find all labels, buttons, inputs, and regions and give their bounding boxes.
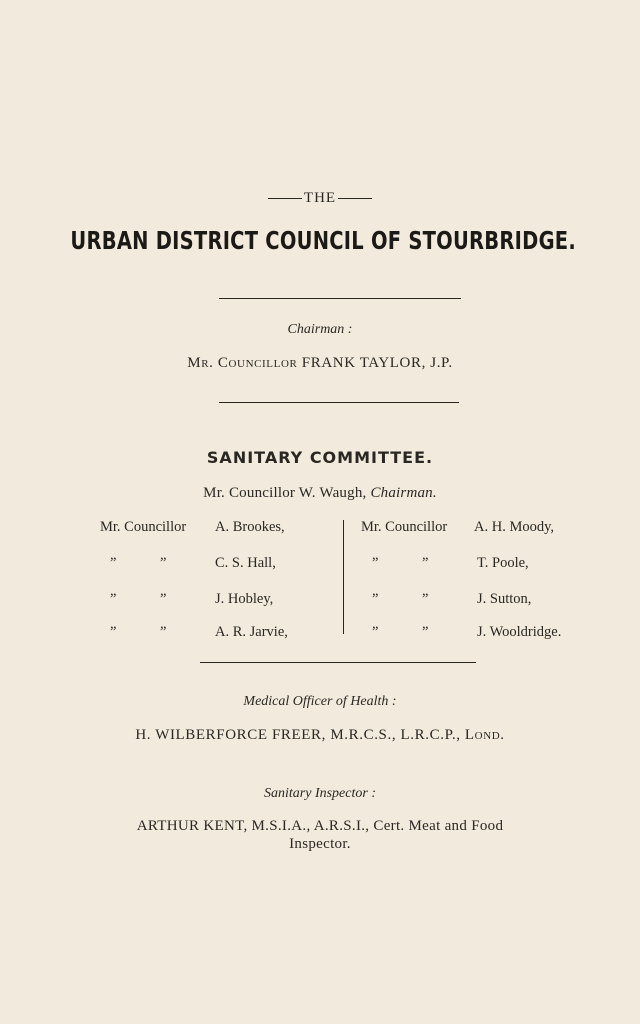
sanitary-inspector-name [0, 817, 640, 853]
committee-chairman [0, 485, 640, 502]
committee-title: SANITARY COMMITTEE. [206, 448, 434, 467]
right-member-3-name: J. Sutton, [477, 591, 532, 607]
medical-officer-fullname: H. WILBERFORCE FREER, M.R.C.S., L.R.C.P., [135, 727, 461, 743]
chairman-label: Chairman : [287, 322, 353, 337]
page-title: URBAN DISTRICT COUNCIL OF STOURBRIDGE. [70, 226, 577, 255]
right-member-4-mark2: ” [422, 624, 429, 640]
right-member-3-mark1: ” [372, 591, 379, 607]
sanitary-inspector-label: Sanitary Inspector : [264, 786, 376, 801]
left-member-2-mark1: ” [110, 555, 117, 571]
committee-chairman-name: Mr. Councillor W. Waugh, [203, 485, 367, 501]
divider-3 [200, 662, 476, 663]
left-member-3-mark2: ” [160, 591, 167, 607]
chairman-prefix: Mr. Councillor [187, 355, 298, 371]
right-member-4-name: J. Wooldridge. [477, 624, 562, 640]
right-member-4-mark1: ” [372, 624, 379, 640]
left-member-1-name: A. Brookes, [215, 519, 285, 535]
left-member-4-mark2: ” [160, 624, 167, 640]
right-member-1-name: A. H. Moody, [474, 519, 555, 535]
divider-1 [219, 298, 461, 299]
divider-2 [219, 402, 459, 403]
left-member-3-name: J. Hobley, [215, 591, 274, 607]
left-member-3-mark1: ” [110, 591, 117, 607]
left-member-2-name: C. S. Hall, [215, 555, 276, 571]
right-member-3-mark2: ” [422, 591, 429, 607]
left-member-4-name: A. R. Jarvie, [215, 624, 288, 640]
right-member-2-name: T. Poole, [477, 555, 529, 571]
left-member-4-mark1: ” [110, 624, 117, 640]
medical-officer-name [0, 727, 640, 744]
medical-officer-label: Medical Officer of Health : [243, 694, 397, 709]
chairman-fullname: FRANK TAYLOR, J.P. [301, 355, 453, 371]
right-member-2-mark2: ” [422, 555, 429, 571]
sanitary-inspector-line1: ARTHUR KENT, M.S.I.A., A.R.S.I., Cert. Meat and Food [136, 818, 504, 834]
right-member-1-prefix: Mr. Councillor [361, 519, 448, 535]
medical-officer-suffix: Lond. [464, 727, 505, 743]
title-pre [0, 190, 640, 207]
title-pre-text: THE [303, 190, 337, 206]
left-member-2-mark2: ” [160, 555, 167, 571]
column-divider [343, 520, 344, 634]
right-member-2-mark1: ” [372, 555, 379, 571]
chairman-name [0, 355, 640, 372]
dash-right [338, 198, 372, 199]
left-member-1-prefix: Mr. Councillor [100, 519, 187, 535]
dash-left [268, 198, 302, 199]
committee-chairman-role: Chairman. [370, 485, 437, 501]
sanitary-inspector-line2: Inspector. [289, 836, 351, 852]
